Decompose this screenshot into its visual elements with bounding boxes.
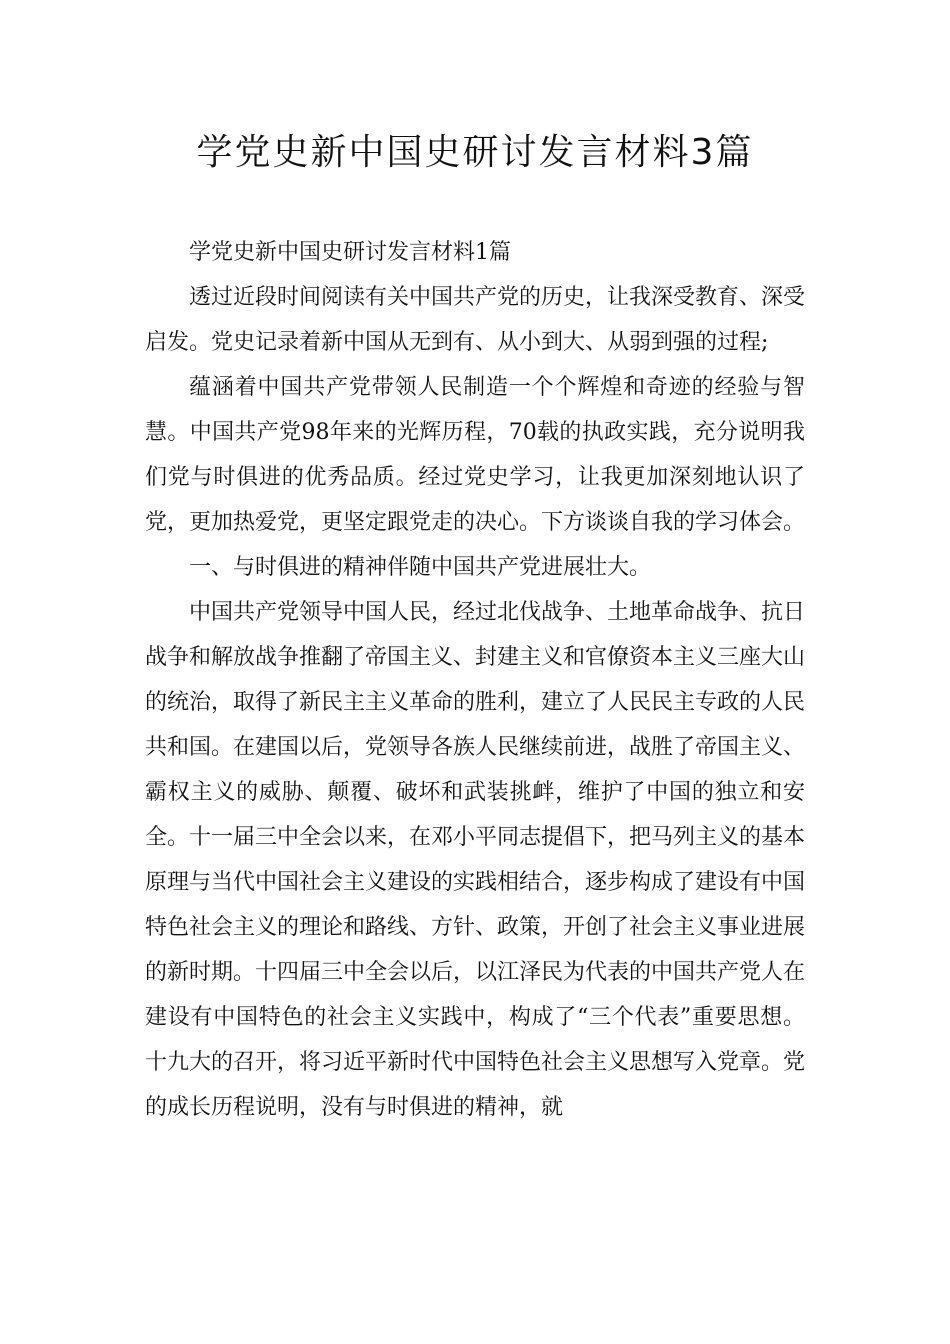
document-body	[145, 230, 805, 1130]
document-title: 学党史新中国史研讨发言材料3篇	[196, 132, 754, 173]
paragraph-2: 蕴涵着中国共产党带领人民制造一个个辉煌和奇迹的经验与智慧。中国共产党98年来的光辉历程，70载的执政实践，充分说明我们党与时俱进的优秀品质。经过党史学习，让我更加深刻地认识了党，更加热爱党，更坚定跟党走的决心。下方谈谈自我的学习体会。	[145, 375, 806, 535]
paragraph-3: 中国共产党领导中国人民，经过北伐战争、土地革命战争、抗日战争和解放战争推翻了帝国主义、封建主义和官僚资本主义三座大山的统治，取得了新民主主义革命的胜利，建立了人民民主专政的人民共和国。在建国以后，党领导各族人民继续前进，战胜了帝国主义、霸权主义的威胁、颠覆、破坏和武装挑衅，维护了中国的独立和安全。十一届三中全会以来，在邓小平同志提倡下，把马列主义的基本原理与当代中国社会主义建设的实践相结合，逐步构成了建设有中国特色社会主义的理论和路线、方针、政策，开创了社会主义事业进展的新时期。十四届三中全会以后，以江泽民为代表的中国共产党人在建设有中国特色的社会主义实践中，构成了“三个代表”重要思想。十九大的召开，将习近平新时代中国特色社会主义思想写入党章。党的成长历程说明，没有与时俱进的精神，就	[145, 600, 806, 1120]
section-subtitle: 学党史新中国史研讨发言材料1篇	[189, 240, 511, 265]
section-heading-1: 一、与时俱进的精神伴随中国共产党进展壮大。	[189, 555, 652, 580]
paragraph-1: 透过近段时间阅读有关中国共产党的历史，让我深受教育、深受启发。党史记录着新中国从无到有、从小到大、从弱到强的过程;	[145, 285, 806, 355]
